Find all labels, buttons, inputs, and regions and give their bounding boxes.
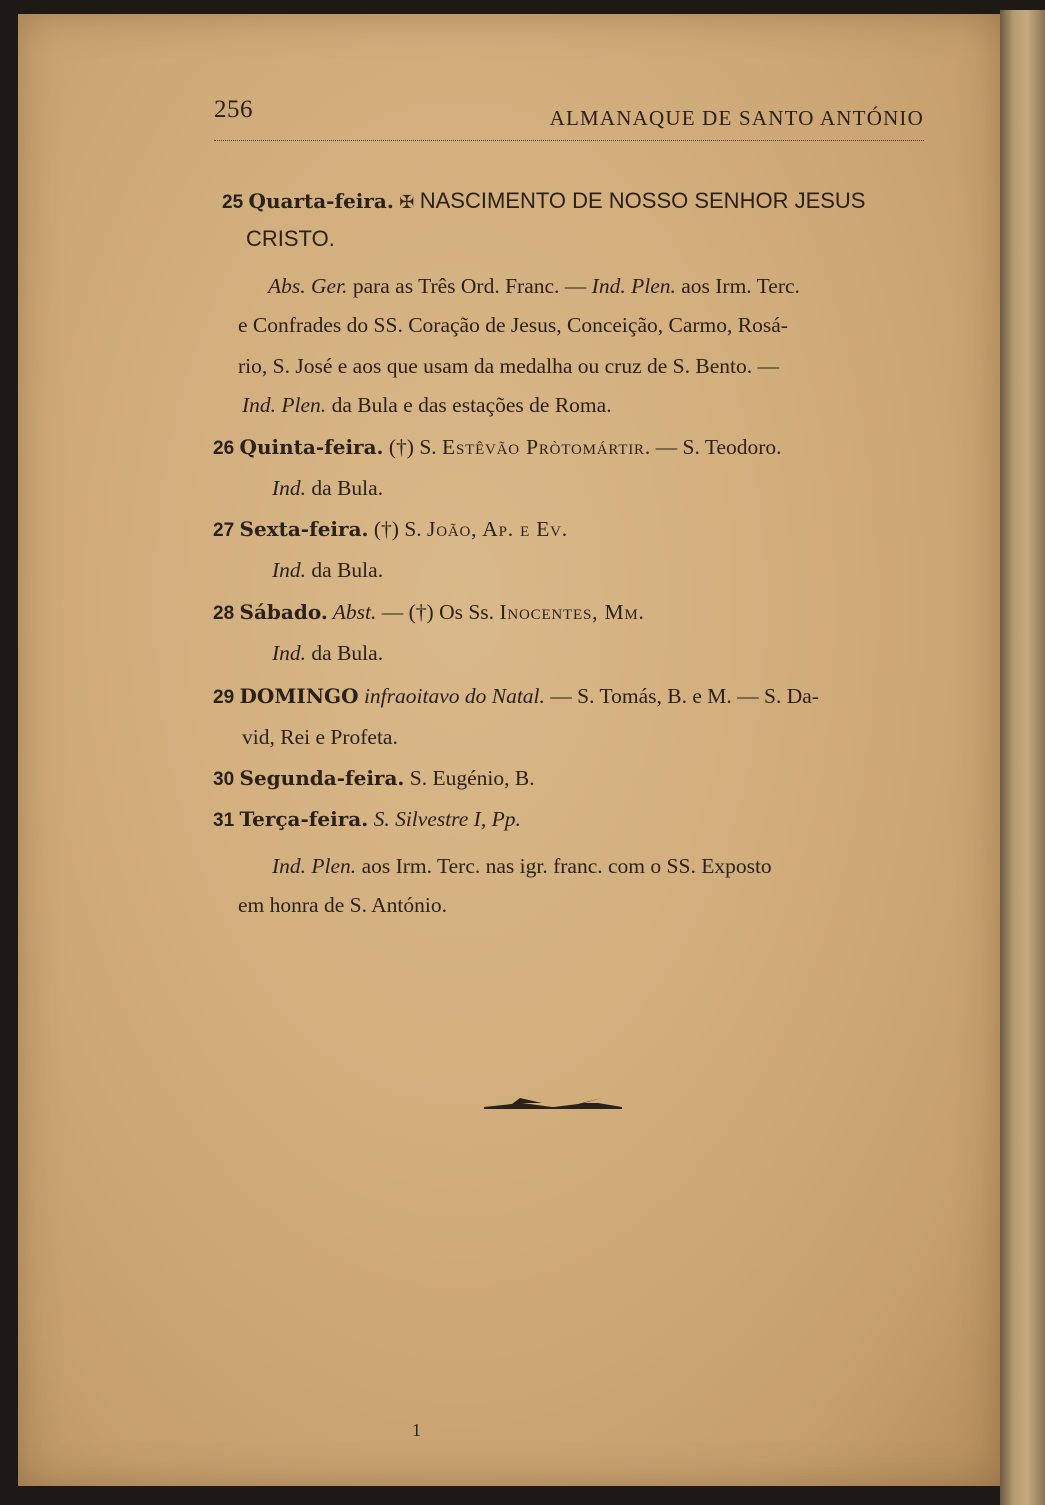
entry-weekday: Sexta-feira. — [239, 517, 369, 541]
entry-weekday: Quarta-feira. — [248, 189, 394, 213]
entry-weekday: Quinta-feira. — [239, 435, 384, 459]
entry-day-number: 25 — [222, 192, 244, 213]
text-span: para as Três Ord. Franc. — — [347, 274, 592, 298]
indulgence-abbrev: Ind. — [272, 558, 307, 582]
entry-28-heading — [213, 599, 645, 627]
text-span: — S. Tomás, B. e M. — S. Da- — [544, 684, 819, 708]
feast-title: NASCIMENTO DE NOSSO SENHOR JESUS — [419, 188, 866, 213]
entry-26-indulgence — [272, 475, 383, 501]
text-span: — (†) Os Ss. — [376, 600, 500, 624]
text-span: (†) S. — [383, 435, 443, 459]
text-span: da Bula. — [306, 641, 384, 665]
entry-day-number: 27 — [213, 520, 235, 541]
entry-28-indulgence — [272, 640, 383, 666]
maltese-cross-icon: ✠ — [399, 192, 415, 212]
text-span: da Bula e das estações de Roma. — [326, 393, 612, 417]
indulgence-abbrev: Ind. — [272, 476, 307, 500]
indulgence-abbrev: Ind. Plen. — [272, 854, 357, 878]
folio-mark: 1 — [412, 1420, 421, 1440]
page-number: 256 — [214, 96, 253, 123]
entry-25-line-4 — [242, 392, 612, 418]
text-span: da Bula. — [306, 476, 384, 500]
entry-weekday: Sábado. — [239, 600, 328, 624]
text-span: aos Irm. Terc. nas igr. franc. com o SS. Exposto — [356, 854, 772, 878]
indulgence-abbrev: Ind. Plen. — [591, 274, 676, 298]
entry-29-heading — [213, 683, 819, 711]
tailpiece-ornament-icon — [482, 1094, 624, 1110]
text-span: da Bula. — [306, 558, 384, 582]
entry-26-heading — [213, 434, 782, 462]
entry-27-indulgence — [272, 557, 383, 583]
entry-weekday: Segunda-feira. — [239, 766, 405, 790]
entry-25-heading — [222, 188, 865, 216]
text-span: (†) S. — [368, 517, 428, 541]
entry-31-heading — [213, 806, 521, 834]
book-page — [18, 14, 1000, 1486]
text-span: . — S. Teodoro. — [644, 435, 782, 459]
text-span: aos Irm. Terc. — [675, 274, 800, 298]
text-span: S. Eugénio, B. — [404, 766, 535, 790]
entry-25-line-2: e Confrades do SS. Coração de Jesus, Conceição, Carmo, Rosá- — [238, 313, 788, 337]
saint-name: João, Ap. e Ev. — [427, 517, 568, 541]
feast-title-continued: CRISTO. — [246, 226, 335, 251]
entry-day-number: 29 — [213, 687, 235, 708]
indulgence-abbrev: Ind. Plen. — [242, 393, 327, 417]
indulgence-abbrev: Ind. — [272, 641, 307, 665]
entry-25-line-1 — [268, 273, 800, 299]
book-edge — [1000, 10, 1045, 1505]
entry-day-number: 30 — [213, 769, 235, 790]
entry-31-line-2 — [272, 853, 772, 879]
abstinence-note: Abst. — [327, 600, 377, 624]
entry-day-number: 31 — [213, 810, 235, 831]
saint-name: S. Silvestre I, Pp. — [368, 807, 521, 831]
running-title: ALMANAQUE DE SANTO ANTÓNIO — [549, 106, 924, 130]
entry-day-number: 26 — [213, 438, 235, 459]
entry-weekday: DOMINGO — [239, 684, 359, 708]
entry-weekday: Terça-feira. — [239, 807, 369, 831]
saint-name: Estêvão Pròtomártir — [442, 435, 645, 459]
saint-name: Inocentes, Mm. — [499, 600, 645, 624]
entry-25-line-3: rio, S. José e aos que usam da medalha ou cruz de S. Bento. — — [238, 354, 779, 378]
page-header — [214, 96, 924, 141]
indulgence-abbrev: Abs. Ger. — [268, 274, 348, 298]
feast-note: infraoitavo do Natal. — [358, 684, 545, 708]
entry-27-heading — [213, 516, 568, 544]
entry-30-heading — [213, 765, 535, 793]
entry-31-line-3: em honra de S. António. — [238, 893, 448, 917]
entry-29-line-2: vid, Rei e Profeta. — [242, 725, 398, 749]
entry-day-number: 28 — [213, 603, 235, 624]
